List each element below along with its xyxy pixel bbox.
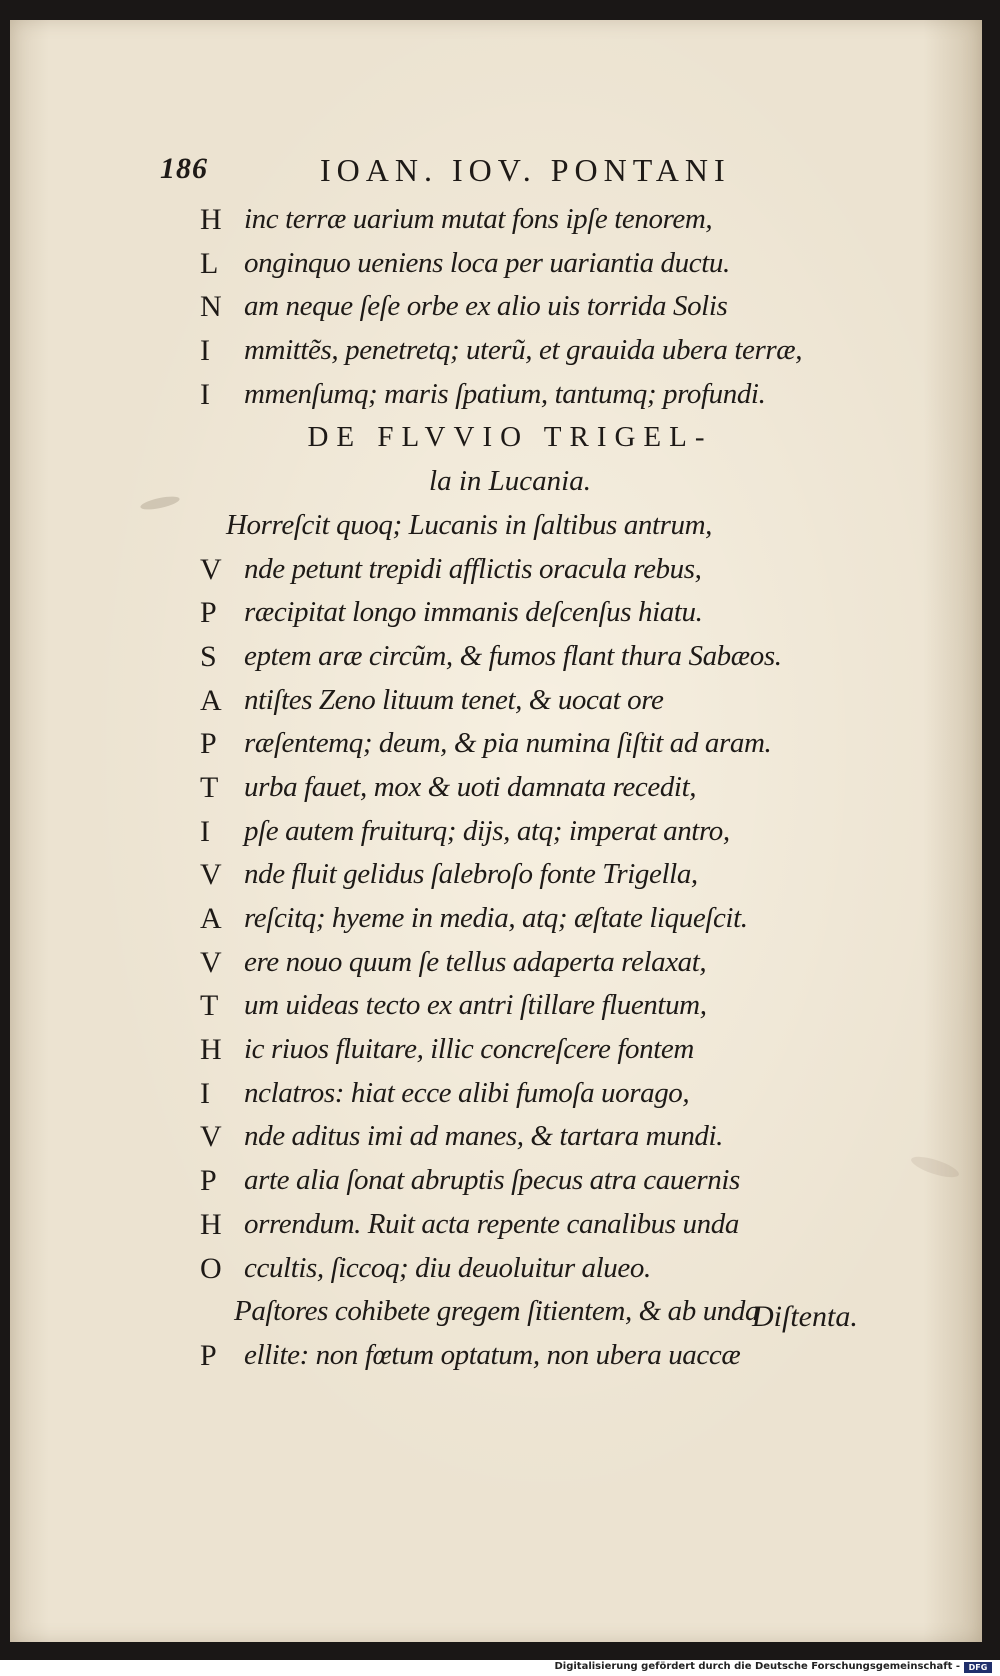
poem-line: [200, 1115, 900, 1159]
poem-line: [200, 984, 900, 1028]
ink-smudge: [139, 494, 180, 512]
line-initial: L: [200, 246, 219, 280]
line-initial: T: [200, 989, 219, 1023]
line-text: ccultis, ſiccoq; diu deuoluitur alueo.: [244, 1251, 651, 1284]
poem-line: [200, 679, 900, 723]
line-initial: N: [200, 290, 222, 324]
section-heading-title: DE FLVVIO TRIGEL-: [307, 421, 713, 454]
line-initial: V: [200, 552, 222, 586]
line-text: nde petunt trepidi afflictis oracula rebus,: [244, 552, 702, 585]
line-text: mmittẽs, penetretq; uterũ, et grauida ubera terræ,: [244, 334, 803, 367]
dfg-logo: DFG: [964, 1662, 992, 1673]
section-heading-subtitle: la in Lucania.: [429, 465, 591, 498]
line-text: onginquo ueniens loca per uariantia ductu.: [244, 246, 730, 279]
line-text: inc terræ uarium mutat fons ipſe tenorem,: [244, 203, 713, 235]
line-initial: I: [200, 814, 210, 848]
line-initial: H: [200, 1033, 222, 1067]
poem-line-first: [200, 504, 900, 548]
line-initial: P: [200, 596, 217, 630]
line-initial: P: [200, 727, 217, 761]
poem-line: [200, 1159, 900, 1203]
section-heading: [200, 416, 900, 460]
section-heading-continuation: [200, 460, 900, 504]
line-text: ic riuos fluitare, illic concreſcere fontem: [244, 1033, 694, 1066]
poem-text: [200, 198, 900, 1378]
poem-line: [200, 1028, 900, 1072]
line-text: ræſentemq; deum, & pia numina ſiſtit ad aram.: [244, 727, 772, 760]
page-number: 186: [160, 152, 208, 185]
line-initial: H: [200, 1207, 222, 1241]
line-initial: H: [200, 203, 222, 236]
line-text: Horreſcit quoq; Lucanis in ſaltibus antrum,: [226, 508, 713, 541]
line-initial: I: [200, 1076, 210, 1110]
line-text: ellite: non fœtum optatum, non ubera uaccæ: [244, 1338, 741, 1371]
line-initial: S: [200, 639, 217, 673]
line-initial: P: [200, 1338, 217, 1372]
line-initial: O: [200, 1251, 222, 1285]
poem-line: [200, 897, 900, 941]
poem-line: [200, 242, 900, 286]
poem-line: [200, 635, 900, 679]
poem-line: [200, 941, 900, 985]
line-text: nclatros: hiat ecce alibi fumoſa uorago,: [244, 1076, 690, 1109]
line-text: nde aditus imi ad manes, & tartara mundi.: [244, 1120, 724, 1153]
line-text: eptem aræ circũm, & fumos flant thura Sabæos.: [244, 639, 782, 672]
line-initial: V: [200, 1120, 222, 1154]
digitization-footer: [0, 1660, 1000, 1676]
line-text: am neque ſeſe orbe ex alio uis torrida Solis: [244, 290, 728, 323]
poem-line: [200, 198, 900, 242]
line-text: reſcitq; hyeme in media, atq; æſtate liqueſcit.: [244, 902, 748, 934]
line-text: urba fauet, mox & uoti damnata recedit,: [244, 770, 697, 803]
line-text: arte alia ſonat abruptis ſpecus atra cauernis: [244, 1164, 740, 1197]
poem-line: [200, 1203, 900, 1247]
poem-line: [200, 1072, 900, 1116]
poem-line: [200, 373, 900, 417]
line-text: ere nouo quum ſe tellus adaperta relaxat,: [244, 945, 707, 978]
line-text: Paſtores cohibete gregem ſitientem, & ab unda: [234, 1295, 760, 1328]
line-text: um uideas tecto ex antri ſtillare fluentum,: [244, 989, 707, 1022]
line-initial: V: [200, 858, 222, 892]
poem-line: [200, 766, 900, 810]
poem-line: [200, 1247, 900, 1291]
line-text: ntiſtes Zeno lituum tenet, & uocat ore: [244, 683, 664, 716]
book-page: [10, 20, 982, 1642]
page-header: [160, 152, 780, 192]
paper-stain: [909, 1153, 961, 1182]
line-initial: A: [200, 902, 222, 935]
line-text: mmenſumq; maris ſpatium, tantumq; profundi.: [244, 377, 766, 410]
poem-line: [200, 722, 900, 766]
line-text: orrendum. Ruit acta repente canalibus unda: [244, 1207, 739, 1240]
line-text: ræcipitat longo immanis deſcenſus hiatu.: [244, 596, 703, 629]
line-initial: I: [200, 334, 210, 368]
poem-line: [200, 591, 900, 635]
line-initial: A: [200, 683, 222, 717]
poem-line: [200, 285, 900, 329]
running-head: IOAN. IOV. PONTANI: [320, 152, 731, 188]
poem-line: [200, 1334, 900, 1378]
poem-line: [200, 548, 900, 592]
poem-line: [200, 329, 900, 373]
line-initial: T: [200, 770, 219, 804]
line-text: pſe autem fruiturq; dijs, atq; imperat antro,: [244, 814, 730, 847]
poem-line: [200, 853, 900, 897]
poem-line: [200, 810, 900, 854]
footer-credit: Digitalisierung gefördert durch die Deutsche Forschungsgemeinschaft -: [554, 1661, 960, 1672]
line-initial: P: [200, 1164, 217, 1198]
line-initial: V: [200, 945, 222, 979]
catchword: Diſtenta.: [752, 1300, 858, 1333]
line-text: nde fluit gelidus ſalebroſo fonte Trigella,: [244, 858, 698, 891]
line-initial: I: [200, 377, 210, 411]
